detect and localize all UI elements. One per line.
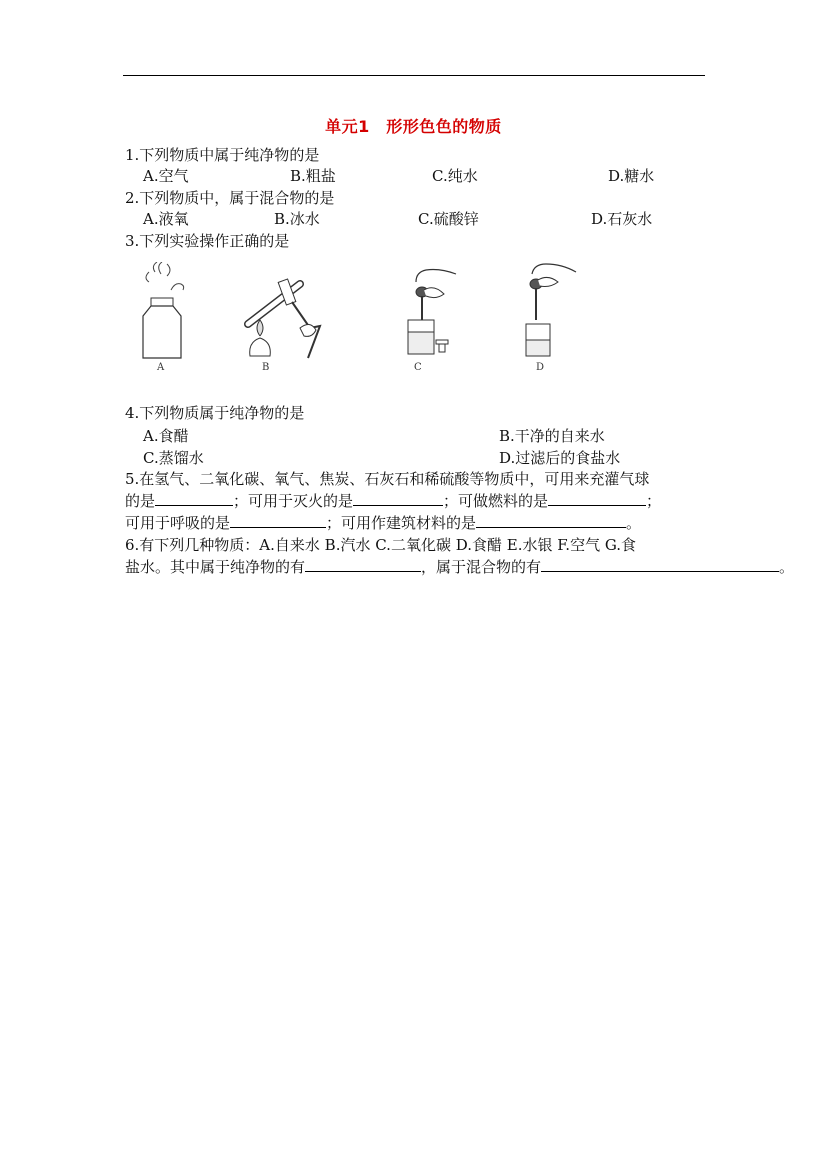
q6-blank-pure[interactable] [305,557,421,572]
figure-label-a: A [157,362,165,373]
figure-d-dropper-beaker [520,262,585,362]
q1-option-d: D.糖水 [608,167,655,185]
q4-option-a: A.食醋 [143,427,189,445]
q5-text-sep: ； [646,492,662,510]
q5-text-end: 。 [626,514,642,532]
figure-label-d: D [536,362,545,373]
figure-label-c: C [414,362,422,373]
q2-option-d: D.石灰水 [591,210,653,228]
header-rule [123,75,705,76]
figure-b-heating-test-tube [238,262,333,362]
question-5-line-3 [125,513,641,533]
q5-text-balloon: 的是 [125,492,156,510]
figure-a-smelling-bottle [133,262,193,362]
q6-text-end: 。 [779,558,795,576]
q5-blank-breathing[interactable] [230,513,326,528]
q5-blank-building[interactable] [476,513,626,528]
q1-option-b: B.粗盐 [290,167,336,185]
q5-text-breathing: 可用于呼吸的是 [125,514,231,532]
question-6-line-2 [125,557,794,577]
question-6-line-1: 6.有下列几种物质：A.自来水 B.汽水 C.二氧化碳 D.食醋 E.水银 F.空气 G.食 [125,536,637,554]
q5-text-building: ；可用作建筑材料的是 [326,514,477,532]
q1-option-c: C.纯水 [432,167,478,185]
q2-option-b: B.冰水 [274,210,320,228]
question-1-stem: 1.下列物质中属于纯净物的是 [125,146,320,164]
question-2-stem: 2.下列物质中，属于混合物的是 [125,189,335,207]
question-4-stem: 4.下列物质属于纯净物的是 [125,404,305,422]
question-5-line-1: 5.在氢气、二氧化碳、氧气、焦炭、石灰石和稀硫酸等物质中，可用来充灌气球 [125,470,650,488]
q2-option-c: C.硫酸锌 [418,210,479,228]
q6-text-pure: 盐水。其中属于纯净物的有 [125,558,306,576]
q6-text-mixture: ，属于混合物的有 [421,558,542,576]
q4-option-c: C.蒸馏水 [143,449,204,467]
q2-option-a: A.液氧 [143,210,189,228]
q5-blank-fuel[interactable] [548,491,646,506]
question-3-stem: 3.下列实验操作正确的是 [125,232,290,250]
q4-option-b: B.干净的自来水 [499,427,605,445]
figure-label-b: B [262,362,270,373]
question-5-line-2 [125,491,661,511]
q5-blank-balloon[interactable] [155,491,233,506]
q5-text-fire: ；可用于灭火的是 [233,492,354,510]
page-title: 单元1 形形色色的物质 [325,117,502,136]
figure-c-dropper-bottle [398,262,468,362]
q4-option-d: D.过滤后的食盐水 [499,449,621,467]
q5-blank-fire[interactable] [353,491,443,506]
q6-blank-mixture[interactable] [541,557,779,572]
q1-option-a: A.空气 [143,167,189,185]
q5-text-fuel: ；可做燃料的是 [443,492,549,510]
